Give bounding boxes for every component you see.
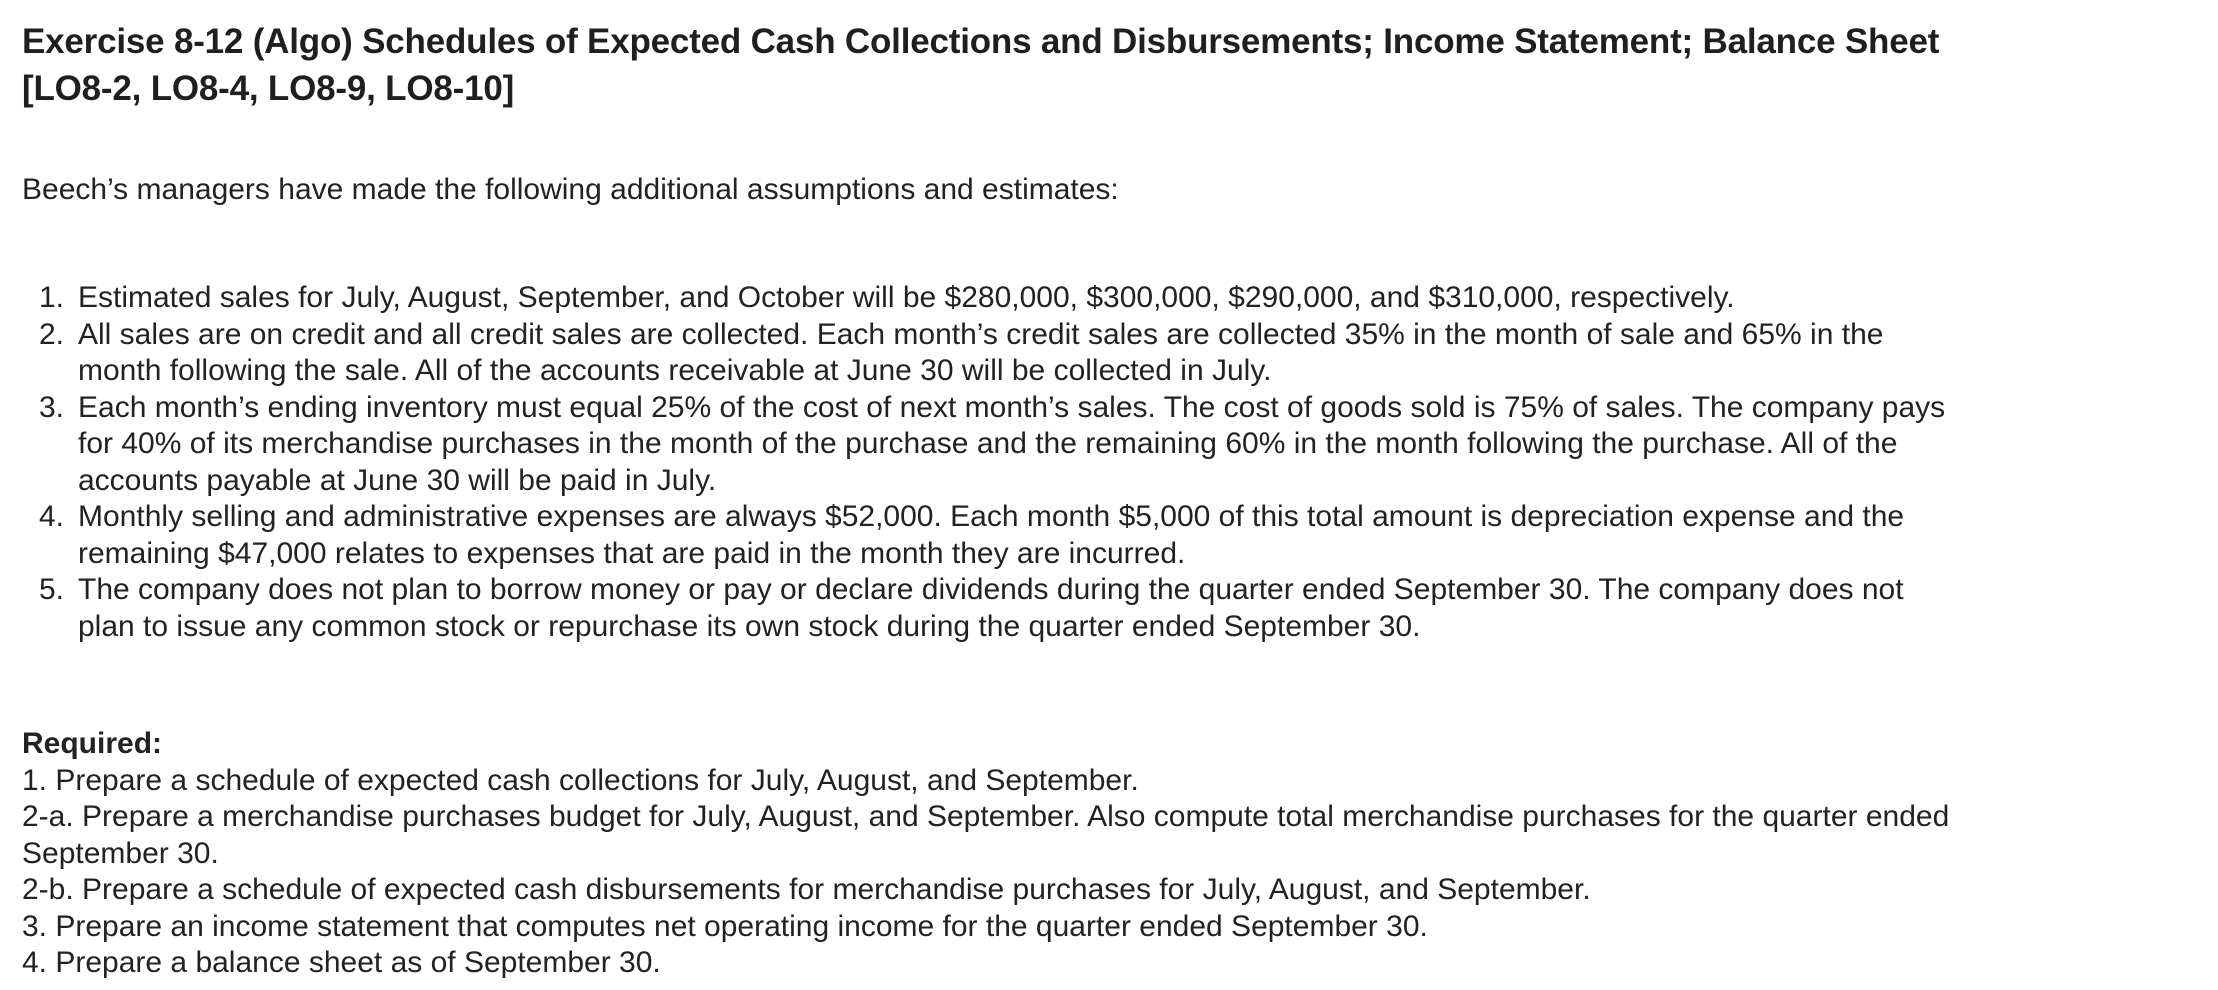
- intro-text: Beech’s managers have made the following additional assumptions and estimates:: [22, 173, 1119, 206]
- assumption-item: [22, 280, 1952, 317]
- assumption-text: Monthly selling and administrative expenses are always $52,000. Each month $5,000 of this total amount is depreciation expense and the remaining $47,000 relates to expenses that are paid in the month they are incurred.: [78, 500, 1905, 570]
- required-item: 2-b. Prepare a schedule of expected cash disbursements for merchandise purchases for July, August, and September.: [22, 873, 1591, 906]
- assumption-number: 4.: [38, 500, 64, 533]
- assumption-item: [22, 499, 1952, 572]
- assumption-number: 1.: [38, 281, 64, 314]
- exercise-title: Exercise 8-12 (Algo) Schedules of Expected Cash Collections and Disbursements; Income Statement; Balance Sheet [LO8-2, LO8-4, LO8-9, LO8-10]: [22, 22, 1940, 108]
- assumption-item: [22, 572, 1952, 645]
- exercise-document: [22, 18, 1982, 979]
- required-heading: Required:: [22, 727, 163, 760]
- assumption-text: The company does not plan to borrow money or pay or declare dividends during the quarter ended September 30. The company does not plan to issue any common stock or repurchase its own stock during the quarter ended September 30.: [78, 573, 1904, 643]
- assumptions-list: [22, 280, 1952, 645]
- required-section: [22, 726, 1952, 982]
- assumption-number: 2.: [38, 317, 64, 351]
- required-item: 2-a. Prepare a merchandise purchases budget for July, August, and September. Also compute total merchandise purchases for the quarter ended September 30.: [22, 800, 1950, 870]
- assumption-item: [22, 390, 1952, 500]
- assumption-item: [22, 317, 1952, 390]
- assumption-text: Each month’s ending inventory must equal 25% of the cost of next month’s sales. The cost of goods sold is 75% of sales. The company pays for 40% of its merchandise purchases in the month of the purchase and the remaining 60% in the month following the purchase. All of the accounts payable at June 30 will be paid in July.: [78, 390, 1946, 497]
- assumption-text: Estimated sales for July, August, September, and October will be $280,000, $300,000, $290,000, and $310,000, respectively.: [78, 281, 1735, 314]
- assumption-number: 3.: [38, 390, 64, 424]
- assumption-text: All sales are on credit and all credit sales are collected. Each month’s credit sales are collected 35% in the month of sale and 65% in the month following the sale. All of the accounts receivable at June 30 will be collected in July.: [78, 317, 1884, 387]
- required-item: 1. Prepare a schedule of expected cash collections for July, August, and September.: [22, 763, 1139, 797]
- required-item: 4. Prepare a balance sheet as of September 30.: [22, 946, 661, 979]
- required-item: 3. Prepare an income statement that computes net operating income for the quarter ended September 30.: [22, 909, 1428, 943]
- assumption-number: 5.: [38, 573, 64, 606]
